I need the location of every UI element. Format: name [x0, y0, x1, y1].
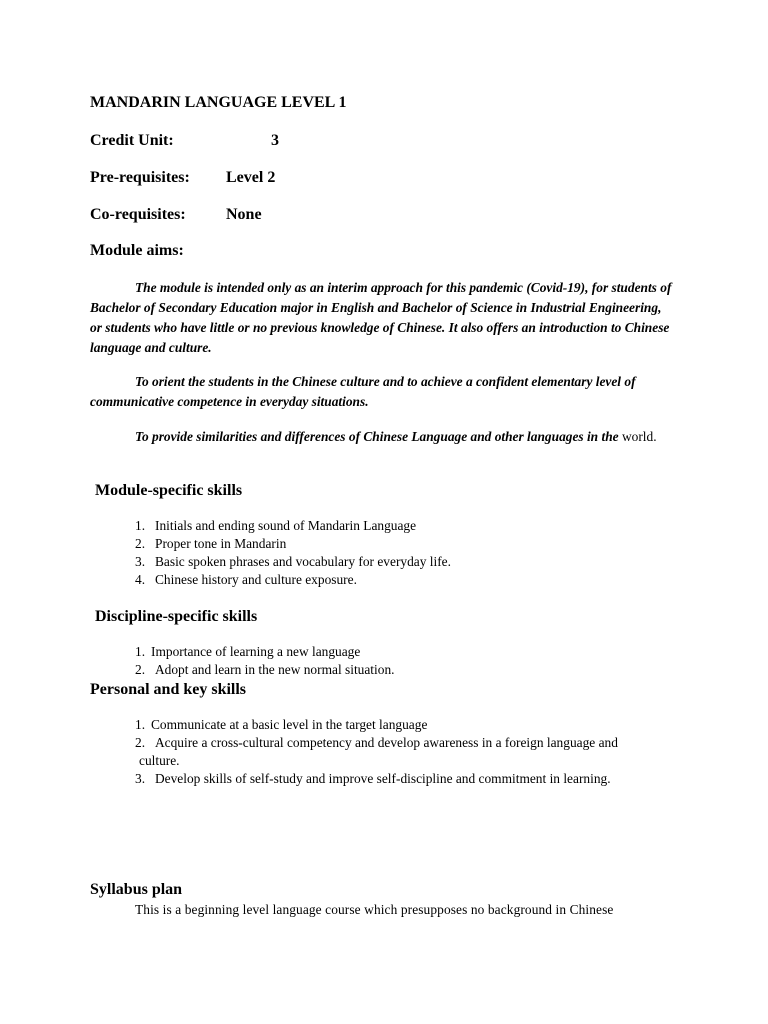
module-aims-paragraph-3-tail: world. — [621, 429, 657, 444]
list-item-text: Initials and ending sound of Mandarin Language — [155, 518, 417, 533]
module-aims-heading: Module aims: — [90, 242, 184, 259]
prerequisites-value: Level 2 — [226, 169, 276, 186]
module-aims-paragraph-3 — [90, 427, 675, 447]
list-item-text: Acquire a cross-cultural competency and develop awareness in a foreign language and — [155, 735, 618, 750]
list-item — [135, 716, 618, 734]
list-item-number: 2. — [135, 662, 146, 677]
list-item-number: 1. — [135, 518, 146, 533]
list-item — [135, 734, 618, 752]
list-item — [135, 535, 451, 553]
list-item-number: 2. — [135, 536, 146, 551]
list-item — [135, 571, 451, 589]
list-item-text: Basic spoken phrases and vocabulary for everyday life. — [155, 554, 451, 569]
discipline-specific-skills-heading: Discipline-specific skills — [95, 608, 258, 625]
personal-key-skills-list — [135, 716, 618, 788]
list-item-number: 2. — [135, 735, 146, 750]
list-item — [135, 643, 395, 661]
corequisites-value: None — [226, 206, 262, 223]
list-item-text: Importance of learning a new language — [151, 644, 361, 659]
module-aims-paragraph-2-text: To orient the students in the Chinese culture and to achieve a confident elementary level of communicative competence in everyday situations. — [90, 374, 636, 409]
list-item-text: Adopt and learn in the new normal situation. — [155, 662, 395, 677]
list-item-text: Develop skills of self-study and improve self-discipline and commitment in learning. — [155, 771, 611, 786]
module-aims-paragraph-3-text: To provide similarities and differences of Chinese Language and other languages in the — [135, 429, 619, 444]
list-item — [135, 661, 395, 679]
document-title: MANDARIN LANGUAGE LEVEL 1 — [90, 94, 347, 111]
syllabus-plan-heading: Syllabus plan — [90, 881, 183, 898]
credit-unit-label: Credit Unit: — [90, 132, 174, 149]
list-item-number: 3. — [135, 554, 146, 569]
module-specific-skills-heading: Module-specific skills — [95, 482, 243, 499]
list-item — [135, 517, 451, 535]
list-item-continuation: culture. — [139, 753, 180, 768]
syllabus-plan-text: This is a beginning level language course which presupposes no background in Chinese — [135, 902, 614, 917]
discipline-specific-skills-list — [135, 643, 395, 679]
personal-key-skills-heading: Personal and key skills — [90, 681, 247, 698]
credit-unit-value: 3 — [271, 132, 279, 149]
list-item-text: Chinese history and culture exposure. — [155, 572, 357, 587]
list-item-number: 1. — [135, 717, 146, 732]
module-specific-skills-list — [135, 517, 451, 589]
list-item — [135, 553, 451, 571]
list-item-text: Communicate at a basic level in the target language — [151, 717, 428, 732]
list-item — [135, 770, 618, 788]
module-aims-paragraph-1 — [90, 278, 675, 358]
list-item-number: 4. — [135, 572, 146, 587]
corequisites-label: Co-requisites: — [90, 206, 186, 223]
prerequisites-label: Pre-requisites: — [90, 169, 190, 186]
list-item-number: 3. — [135, 771, 146, 786]
module-aims-paragraph-1-text: The module is intended only as an interim approach for this pandemic (Covid-19), for students of Bachelor of Secondary Education major in English and Bachelor of Science in Industrial Engineering, or students who have little or no previous knowledge of Chinese. It also offers an introduction to Chinese language and culture. — [90, 280, 672, 355]
list-item-text: Proper tone in Mandarin — [155, 536, 287, 551]
module-aims-paragraph-2 — [90, 372, 670, 412]
list-item-number: 1. — [135, 644, 146, 659]
